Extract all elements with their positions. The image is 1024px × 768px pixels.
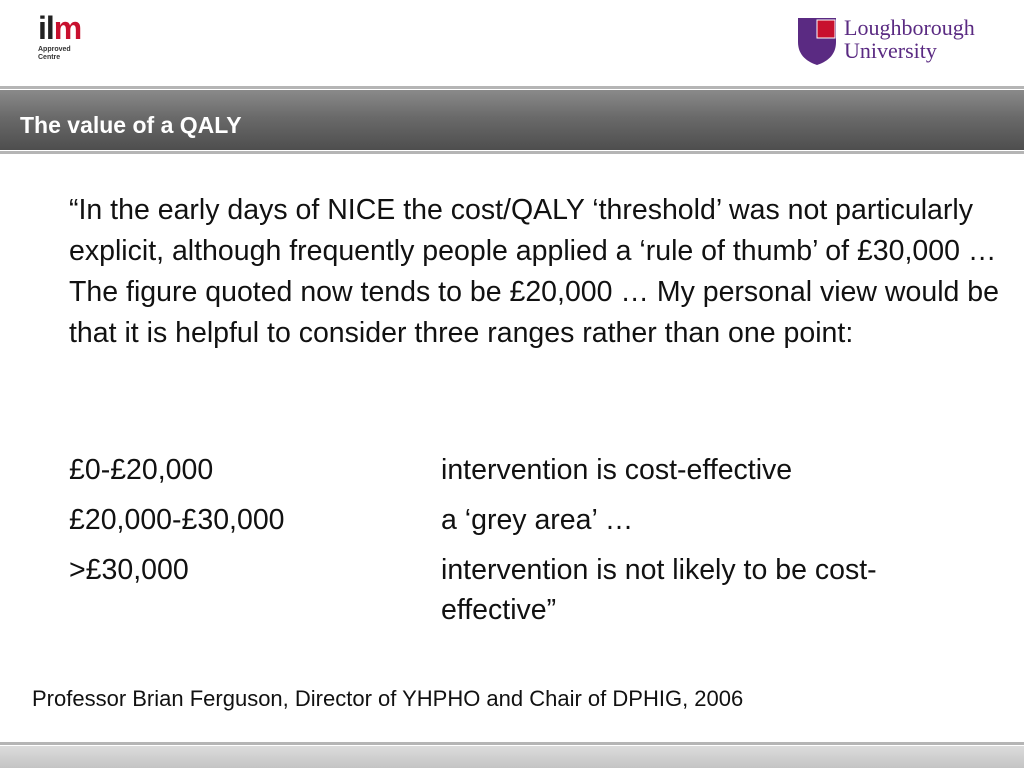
header-bar [0, 0, 1024, 86]
ilm-logo-i: i [38, 10, 46, 46]
footer-fill [0, 746, 1024, 768]
slide-title: The value of a QALY [20, 112, 242, 138]
range-value: >£30,000 [69, 554, 189, 586]
ilm-approved-text [38, 46, 98, 62]
title-band [0, 86, 1024, 154]
university-name-line2: University [844, 38, 937, 63]
footer-line [0, 742, 1024, 745]
ilm-logo-l: l [45, 10, 54, 46]
loughborough-crest-icon [796, 16, 838, 66]
quote-attribution: Professor Brian Ferguson, Director of YHPHO and Chair of DPHIG, 2006 [32, 686, 744, 711]
range-row [69, 500, 999, 540]
range-value: £0-£20,000 [69, 454, 214, 486]
ilm-approved-line2: Centre [38, 54, 61, 61]
quote-text: “In the early days of NICE the cost/QALY ‘threshold’ was not particularly explicit, although frequently people applied a ‘rule of thumb’ of £30,000 … The figure quoted now tends to be £20,000 … My personal view would be that it is helpful to consider three ranges rather than one point: [69, 194, 999, 349]
title-band-top-line [0, 86, 1024, 89]
title-band-fill [0, 90, 1024, 150]
ilm-logo-m: m [53, 10, 82, 46]
range-description: a ‘grey area’ … [441, 504, 634, 536]
range-value: £20,000-£30,000 [69, 504, 285, 536]
university-name [844, 16, 975, 62]
ilm-logo [38, 12, 98, 72]
range-row [69, 450, 999, 490]
ilm-approved-line1: Approved [38, 46, 71, 53]
footer-band [0, 742, 1024, 768]
title-band-bottom-line [0, 151, 1024, 154]
loughborough-logo [796, 14, 1016, 70]
university-name-line1: Loughborough [844, 15, 975, 40]
range-row [69, 550, 999, 630]
threshold-ranges [69, 450, 999, 640]
range-description: intervention is not likely to be cost-effective” [441, 554, 877, 626]
range-description: intervention is cost-effective [441, 454, 793, 486]
